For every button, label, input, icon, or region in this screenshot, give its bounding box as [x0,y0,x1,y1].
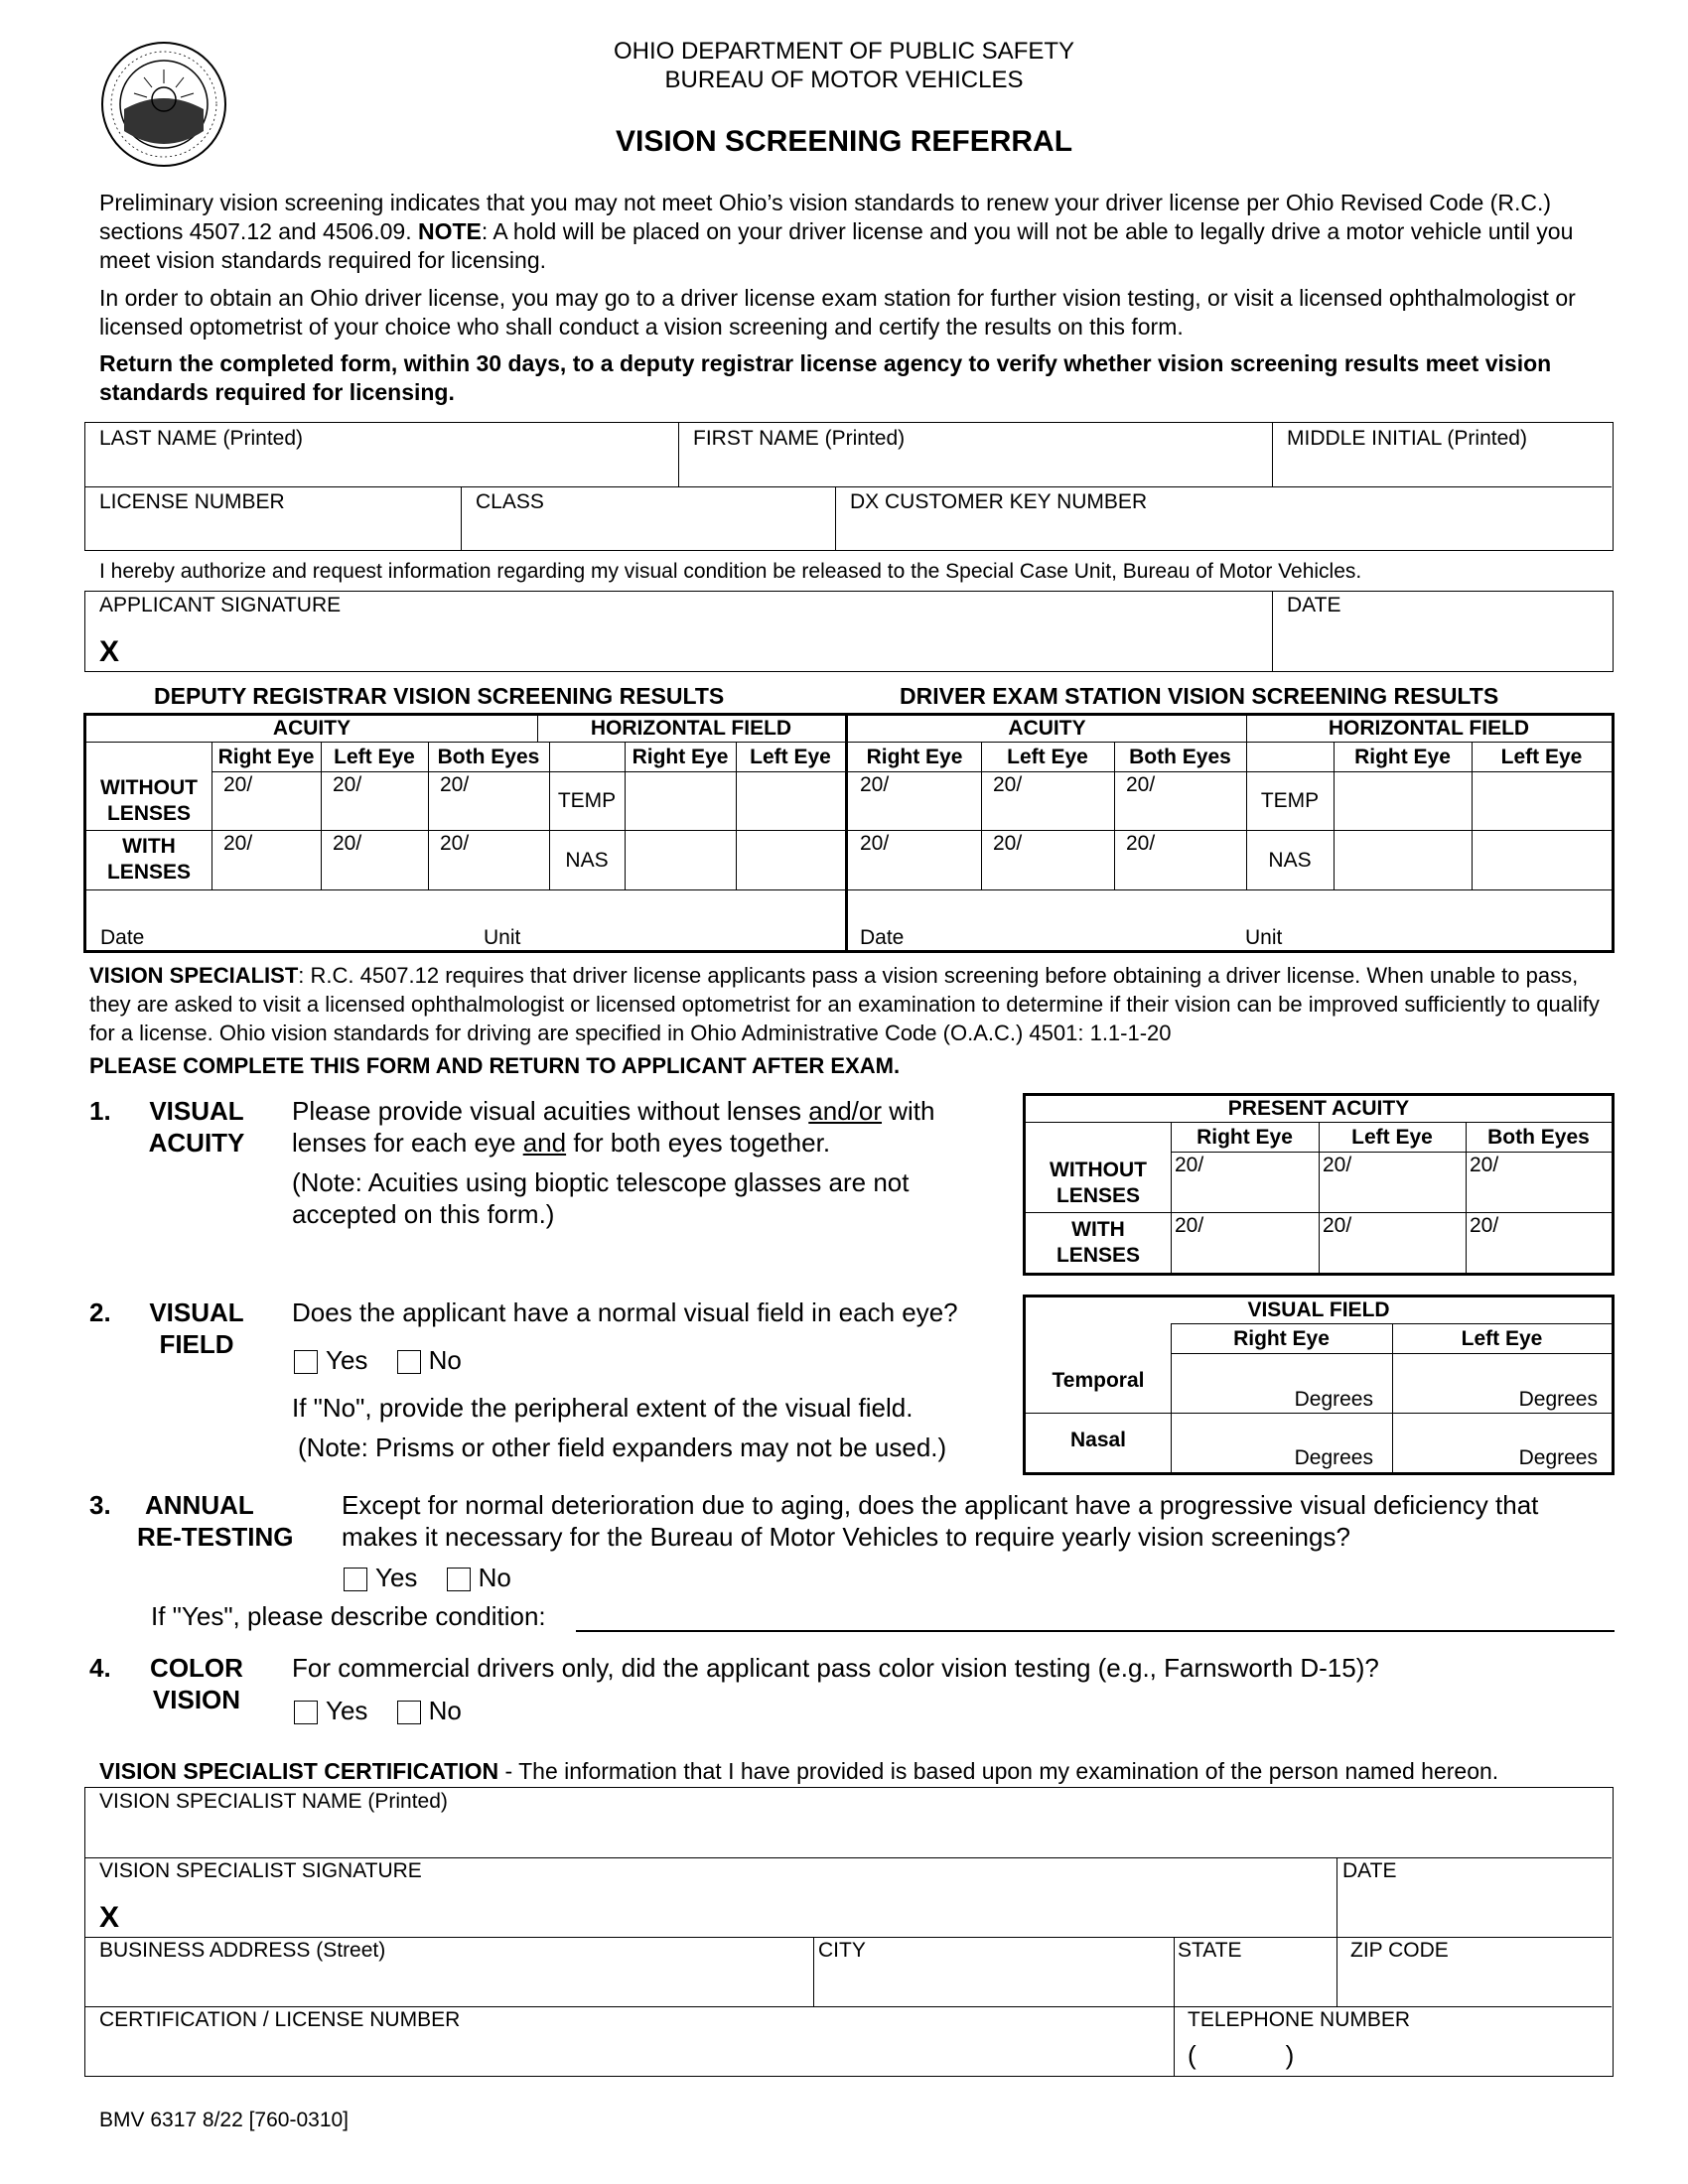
acuity-header: ACUITY [272,717,352,740]
ex-nas-right-eye-input[interactable] [1335,831,1471,888]
telephone-area-code[interactable]: ( ) [1188,2040,1295,2070]
w-both-eyes-input[interactable]: 20/ [440,832,470,855]
agency-name: OHIO DEPARTMENT OF PUBLIC SAFETY [613,38,1075,65]
certification-number-field[interactable]: CERTIFICATION / LICENSE NUMBER [99,2008,461,2031]
q4-label: COLOR VISION [150,1653,243,1714]
deputy-date-field[interactable]: Date [100,926,145,949]
q4-no-checkbox[interactable] [397,1701,421,1724]
ex-wo-left-eye-input[interactable]: 20/ [993,773,1023,796]
applicant-signature-field[interactable]: APPLICANT SIGNATURE [99,594,342,616]
ex-nas-left-eye-input[interactable] [1473,831,1611,888]
q2-no-label: No [428,1345,462,1375]
q4-number: 4. [89,1653,111,1683]
nasal-right-degrees[interactable]: Degrees [1294,1446,1373,1469]
q1-label: VISUAL ACUITY [148,1096,245,1158]
q4-options [294,1695,462,1726]
q3-label: ANNUAL RE-TESTING [137,1490,294,1552]
q2-yes-label: Yes [326,1345,368,1375]
ex-both-eyes-header: Both Eyes [1129,746,1231,768]
ex-nas-label: NAS [1268,849,1312,872]
pa-w-left-eye-input[interactable]: 20/ [1323,1214,1352,1237]
pa-w-both-eyes-input[interactable]: 20/ [1470,1214,1499,1237]
q3-options [344,1562,511,1593]
visual-field-table [1023,1295,1615,1475]
dx-customer-key-field[interactable]: DX CUSTOMER KEY NUMBER [850,490,1148,513]
q4-yes-checkbox[interactable] [294,1701,318,1724]
q2-label: VISUAL FIELD [149,1297,244,1359]
ex-wo-both-eyes-input[interactable]: 20/ [1126,773,1156,796]
q3-condition-line[interactable] [576,1630,1615,1632]
q2-number: 2. [89,1297,111,1327]
pa-right-eye-header: Right Eye [1196,1126,1293,1149]
nasal-label: Nasal [1069,1429,1127,1451]
q4-yes-label: Yes [326,1696,368,1725]
certification-statement: VISION SPECIALIST CERTIFICATION - The information that I have provided is based upon my examination of the person named hereon. [99,1758,1499,1784]
temp-right-eye-input[interactable] [626,772,735,829]
applicant-date-field[interactable]: DATE [1287,594,1341,616]
vision-specialist-intro: VISION SPECIALIST: R.C. 4507.12 requires that driver license applicants pass a vision screening before obtaining a driver license. When unable to pass, they are asked to visit a licensed ophthalmologist or licensed optometrist for an examination to determine if their vision can be improved sufficiently to qualify for a license. Ohio vision standards for driving are specified in Ohio Administrative Code (O.A.C.) 4501: 1.1-1-20 [89,963,1600,1045]
q2-question: Does the applicant have a normal visual field in each eye? [292,1297,958,1327]
q3-no-label: No [478,1563,511,1592]
q1-number: 1. [89,1096,111,1126]
middle-initial-field[interactable]: MIDDLE INITIAL (Printed) [1287,427,1527,450]
q2-if-no: If "No", provide the peripheral extent of the visual field. [292,1393,914,1423]
ex-right-eye-header: Right Eye [866,746,963,768]
form-title: VISION SCREENING REFERRAL [615,125,1073,158]
q3-if-yes: If "Yes", please describe condition: [151,1601,546,1631]
hf-right-eye-header: Right Eye [632,746,729,768]
zip-code-field[interactable]: ZIP CODE [1350,1939,1449,1962]
last-name-field[interactable]: LAST NAME (Printed) [99,427,304,450]
intro-paragraph-1: Preliminary vision screening indicates that you may not meet Ohio’s vision standards to renew your driver license per Ohio Revised Code (R.C.) sections 4507.12 and 4506.09. NOTE: A hold will be placed on your driver license and you will not be able to legally drive a motor vehicle until you meet vision standards required for licensing. [99,190,1574,273]
ex-temp-right-eye-input[interactable] [1335,772,1471,829]
wo-left-eye-input[interactable]: 20/ [333,773,362,796]
intro-paragraph-2: In order to obtain an Ohio driver license, you may go to a driver license exam station for further vision testing, or visit a licensed ophthalmologist or licensed optometrist of your choice who shall conduct a vision screening and certify the results on this form. [99,285,1576,340]
form-id: BMV 6317 8/22 [760-0310] [99,2109,350,2131]
ex-horizontal-field-header: HORIZONTAL FIELD [1328,717,1530,740]
deputy-unit-field[interactable]: Unit [484,926,521,949]
present-acuity-header: PRESENT ACUITY [1227,1097,1410,1120]
temporal-right-degrees[interactable]: Degrees [1294,1388,1373,1411]
exam-station-heading: DRIVER EXAM STATION VISION SCREENING RESULTS [900,683,1499,709]
ex-left-eye-header: Left Eye [1007,746,1088,768]
signature-x-mark: X [99,635,120,668]
applicant-signature-box [84,591,1614,672]
complete-form-instruction: PLEASE COMPLETE THIS FORM AND RETURN TO APPLICANT AFTER EXAM. [89,1053,901,1078]
without-lenses-label: WITHOUT LENSES [100,776,198,825]
specialist-date-field[interactable]: DATE [1342,1859,1397,1882]
q2-yes-checkbox[interactable] [294,1350,318,1374]
ex-temp-label: TEMP [1260,789,1320,812]
nasal-left-degrees[interactable]: Degrees [1518,1446,1598,1469]
w-left-eye-input[interactable]: 20/ [333,832,362,855]
q4-question: For commercial drivers only, did the applicant pass color vision testing (e.g., Farnsworth D-15)? [292,1653,1379,1683]
exam-unit-field[interactable]: Unit [1245,926,1283,949]
business-address-field[interactable]: BUSINESS ADDRESS (Street) [99,1939,386,1962]
q3-number: 3. [89,1490,111,1520]
wo-right-eye-input[interactable]: 20/ [223,773,253,796]
wo-both-eyes-input[interactable]: 20/ [440,773,470,796]
nas-label: NAS [565,849,609,872]
ex-w-right-eye-input[interactable]: 20/ [860,832,890,855]
exam-date-field[interactable]: Date [860,926,905,949]
bureau-name: BUREAU OF MOTOR VEHICLES [664,67,1024,93]
license-number-field[interactable]: LICENSE NUMBER [99,490,285,513]
both-eyes-header: Both Eyes [437,746,540,768]
intro-paragraph-3: Return the completed form, within 30 days, to a deputy registrar license agency to verify whether vision screening results meet vision standards required for licensing. [99,350,1552,405]
with-lenses-label: WITH LENSES [106,835,192,884]
pa-wo-left-eye-input[interactable]: 20/ [1323,1154,1352,1176]
ex-w-left-eye-input[interactable]: 20/ [993,832,1023,855]
deputy-registrar-results-table [83,713,848,953]
present-acuity-table [1023,1093,1615,1276]
left-eye-header: Left Eye [334,746,415,768]
ex-wo-right-eye-input[interactable]: 20/ [860,773,890,796]
authorization-statement: I hereby authorize and request information regarding my visual condition be released to the Special Case Unit, Bureau of Motor Vehicles. [99,560,1362,583]
temporal-left-degrees[interactable]: Degrees [1518,1388,1598,1411]
hf-left-eye-header: Left Eye [750,746,831,768]
first-name-field[interactable]: FIRST NAME (Printed) [693,427,906,450]
q2-no-checkbox[interactable] [397,1350,421,1374]
q2-note: (Note: Prisms or other field expanders may not be used.) [298,1433,947,1462]
right-eye-header: Right Eye [217,746,315,768]
pa-w-right-eye-input[interactable]: 20/ [1175,1214,1204,1237]
pa-wo-right-eye-input[interactable]: 20/ [1175,1154,1204,1176]
deputy-registrar-heading: DEPUTY REGISTRAR VISION SCREENING RESULTS [154,683,725,709]
specialist-signature-field[interactable]: VISION SPECIALIST SIGNATURE [99,1859,422,1882]
pa-left-eye-header: Left Eye [1351,1126,1433,1149]
specialist-signature-x-mark: X [99,1901,120,1934]
ex-w-both-eyes-input[interactable]: 20/ [1126,832,1156,855]
nas-left-eye-input[interactable] [737,831,844,888]
ex-acuity-header: ACUITY [1008,717,1086,740]
q3-question: Except for normal deterioration due to aging, does the applicant have a progressive visual deficiency that makes it necessary for the Bureau of Motor Vehicles to require yearly vision screenings? [342,1490,1539,1552]
vf-right-eye-header: Right Eye [1233,1327,1330,1350]
q1-question: Please provide visual acuities without lenses and/or with lenses for each eye and for both eyes together. (Note: Acuities using bioptic telescope glasses are not accepted on this form.) [292,1096,935,1229]
ex-hf-right-eye-header: Right Eye [1354,746,1451,768]
ex-temp-left-eye-input[interactable] [1473,772,1611,829]
q2-options [294,1344,462,1376]
q3-yes-checkbox[interactable] [344,1568,367,1591]
specialist-name-field[interactable]: VISION SPECIALIST NAME (Printed) [99,1790,448,1813]
vf-left-eye-header: Left Eye [1461,1327,1543,1350]
ex-hf-left-eye-header: Left Eye [1500,746,1583,768]
horizontal-field-header: HORIZONTAL FIELD [590,717,792,740]
pa-wo-both-eyes-input[interactable]: 20/ [1470,1154,1499,1176]
temp-left-eye-input[interactable] [737,772,844,829]
temporal-label: Temporal [1052,1369,1145,1392]
visual-field-header: VISUAL FIELD [1247,1298,1390,1321]
state-field[interactable]: STATE [1178,1939,1242,1962]
nas-right-eye-input[interactable] [626,831,735,888]
pa-both-eyes-header: Both Eyes [1487,1126,1590,1149]
telephone-number-field[interactable]: TELEPHONE NUMBER [1188,2008,1411,2031]
q3-no-checkbox[interactable] [447,1568,471,1591]
class-field[interactable]: CLASS [476,490,544,513]
exam-station-results-table [845,713,1615,953]
w-right-eye-input[interactable]: 20/ [223,832,253,855]
city-field[interactable]: CITY [818,1939,866,1962]
pa-without-lenses-label: WITHOUT LENSES [1050,1159,1147,1207]
temp-label: TEMP [557,789,617,812]
q4-no-label: No [428,1696,462,1725]
q3-yes-label: Yes [375,1563,418,1592]
applicant-info-box [84,422,1614,551]
pa-with-lenses-label: WITH LENSES [1055,1218,1141,1267]
certification-box [84,1787,1614,2077]
